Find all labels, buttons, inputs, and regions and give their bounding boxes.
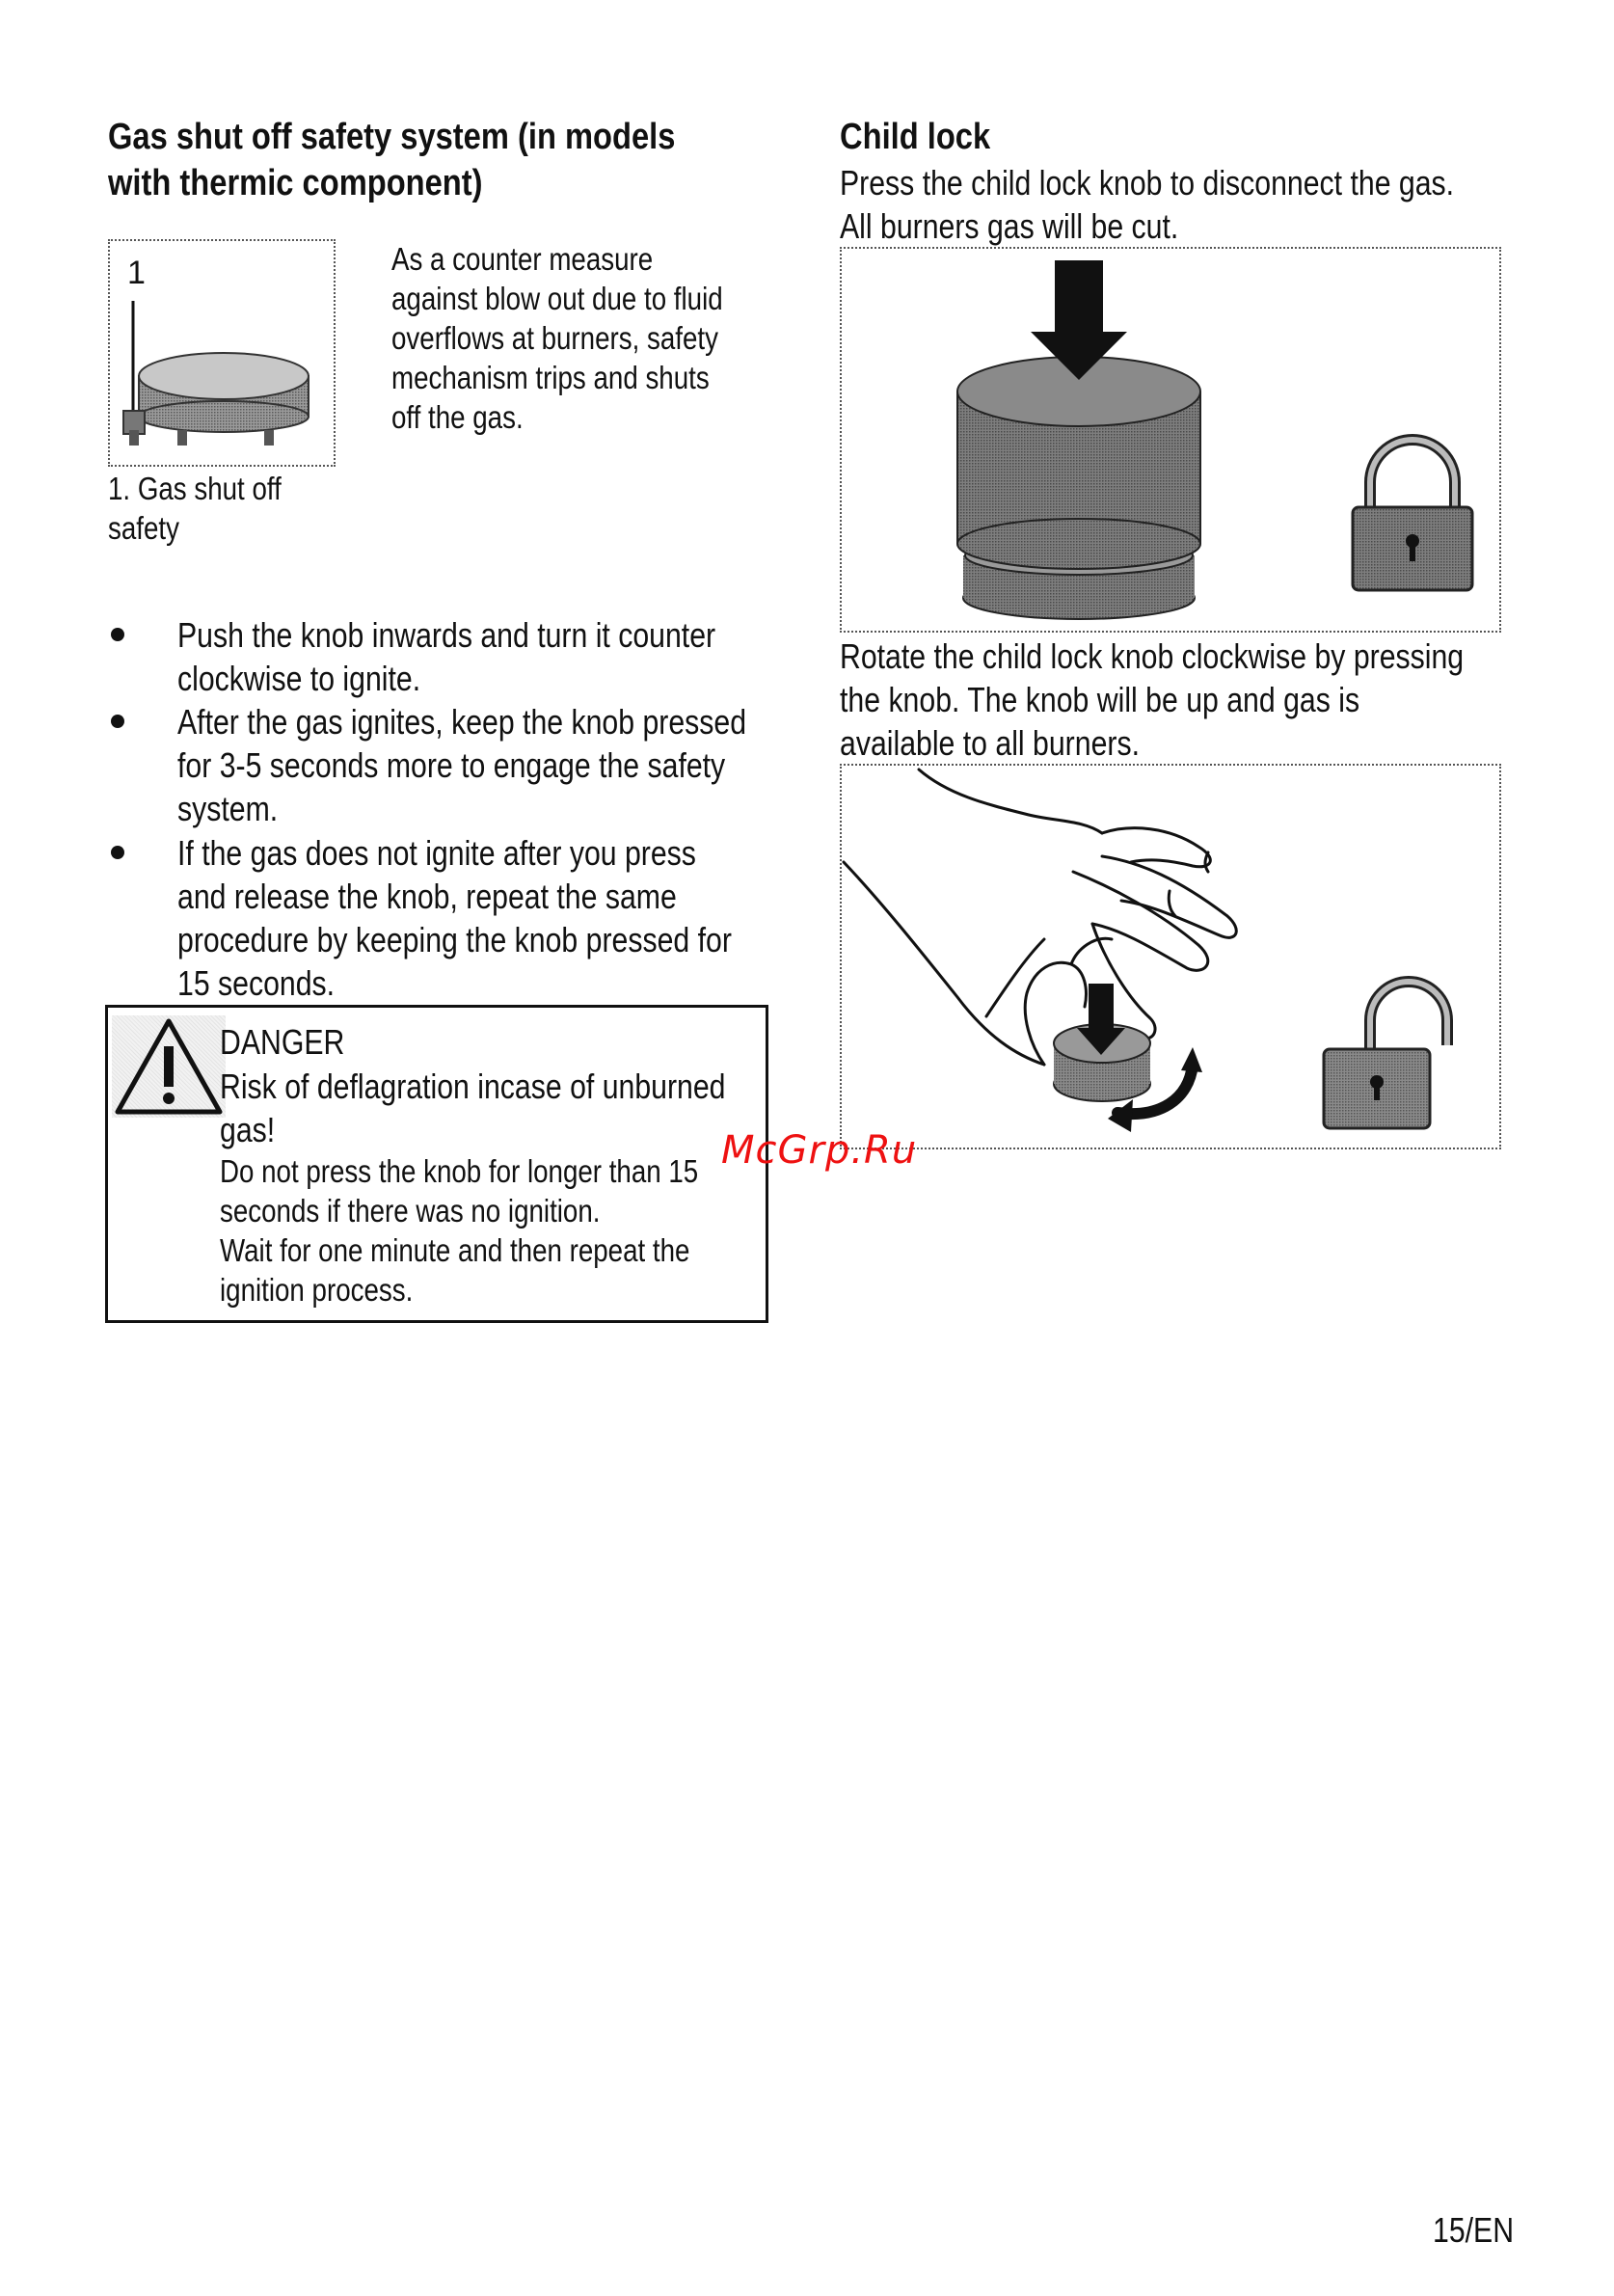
bullet-line: and release the knob, repeat the same — [177, 877, 677, 916]
section-heading-child-lock: Child lock — [840, 117, 991, 157]
bullet-item — [177, 700, 746, 830]
danger-detail-line: Wait for one minute and then repeat the — [220, 1232, 690, 1268]
watermark: McGrp.Ru — [721, 1128, 918, 1173]
description-line: mechanism trips and shuts — [391, 360, 710, 395]
danger-box — [105, 1005, 768, 1323]
press-knob-figure — [840, 247, 1501, 633]
danger-lead-line: gas! — [220, 1110, 276, 1149]
bullet-line: procedure by keeping the knob pressed for — [177, 920, 732, 959]
rotate-knob-figure — [840, 764, 1501, 1149]
danger-detail-line: Do not press the knob for longer than 15 — [220, 1153, 699, 1189]
danger-lead-line: Risk of deflagration incase of unburned — [220, 1067, 726, 1106]
caption-line: 1. Gas shut off — [108, 471, 282, 506]
bullet-dot — [111, 715, 124, 728]
child-lock-intro — [840, 161, 1454, 248]
rotate-line: Rotate the child lock knob clockwise by pressing — [840, 636, 1465, 676]
danger-lead — [220, 1065, 726, 1151]
bullet-dot — [111, 846, 124, 859]
padlock-closed-icon — [1353, 440, 1472, 590]
figure-caption — [108, 469, 282, 548]
description-line: As a counter measure — [391, 241, 654, 277]
child-lock-rotate-text — [840, 635, 1464, 765]
danger-detail — [220, 1151, 698, 1310]
bullet-line: After the gas ignites, keep the knob pressed — [177, 702, 747, 742]
figure-number: 1 — [127, 255, 146, 291]
danger-title: DANGER — [220, 1022, 345, 1062]
padlock-open-icon — [1324, 982, 1447, 1128]
knob-icon — [957, 357, 1200, 619]
hand-icon — [844, 770, 1236, 1065]
burner-icon — [110, 241, 334, 465]
danger-detail-line: ignition process. — [220, 1272, 414, 1308]
bullet-line: system. — [177, 789, 279, 828]
description-line: against blow out due to fluid — [391, 281, 723, 316]
burner-figure — [108, 239, 336, 467]
heading-line: with thermic component) — [108, 163, 483, 203]
bullet-item — [177, 831, 732, 1005]
description-line: overflows at burners, safety — [391, 320, 718, 356]
caption-line: safety — [108, 510, 179, 546]
knob-rotate-illustration — [842, 766, 1499, 1148]
section-heading-gas-shut-off — [108, 114, 675, 206]
bullet-line: 15 seconds. — [177, 963, 336, 1003]
rotate-line: the knob. The knob will be up and gas is — [840, 680, 1360, 719]
bullet-line: for 3-5 seconds more to engage the safety — [177, 745, 726, 785]
bullet-dot — [111, 628, 124, 641]
warning-triangle-icon — [112, 1015, 226, 1118]
figure-description — [391, 239, 723, 437]
bullet-line: clockwise to ignite. — [177, 659, 421, 698]
page-number: 15/EN — [1433, 2210, 1515, 2250]
rotate-line: available to all burners. — [840, 723, 1140, 763]
heading-line: Gas shut off safety system (in models — [108, 117, 676, 157]
description-line: off the gas. — [391, 399, 524, 435]
bullet-line: If the gas does not ignite after you press — [177, 833, 696, 873]
bullet-item — [177, 613, 715, 700]
warning-panel — [112, 1015, 226, 1118]
intro-line: All burners gas will be cut. — [840, 206, 1179, 246]
knob-press-illustration — [842, 249, 1499, 631]
bullet-line: Push the knob inwards and turn it counter — [177, 615, 716, 655]
intro-line: Press the child lock knob to disconnect the gas. — [840, 163, 1455, 203]
danger-detail-line: seconds if there was no ignition. — [220, 1193, 601, 1229]
